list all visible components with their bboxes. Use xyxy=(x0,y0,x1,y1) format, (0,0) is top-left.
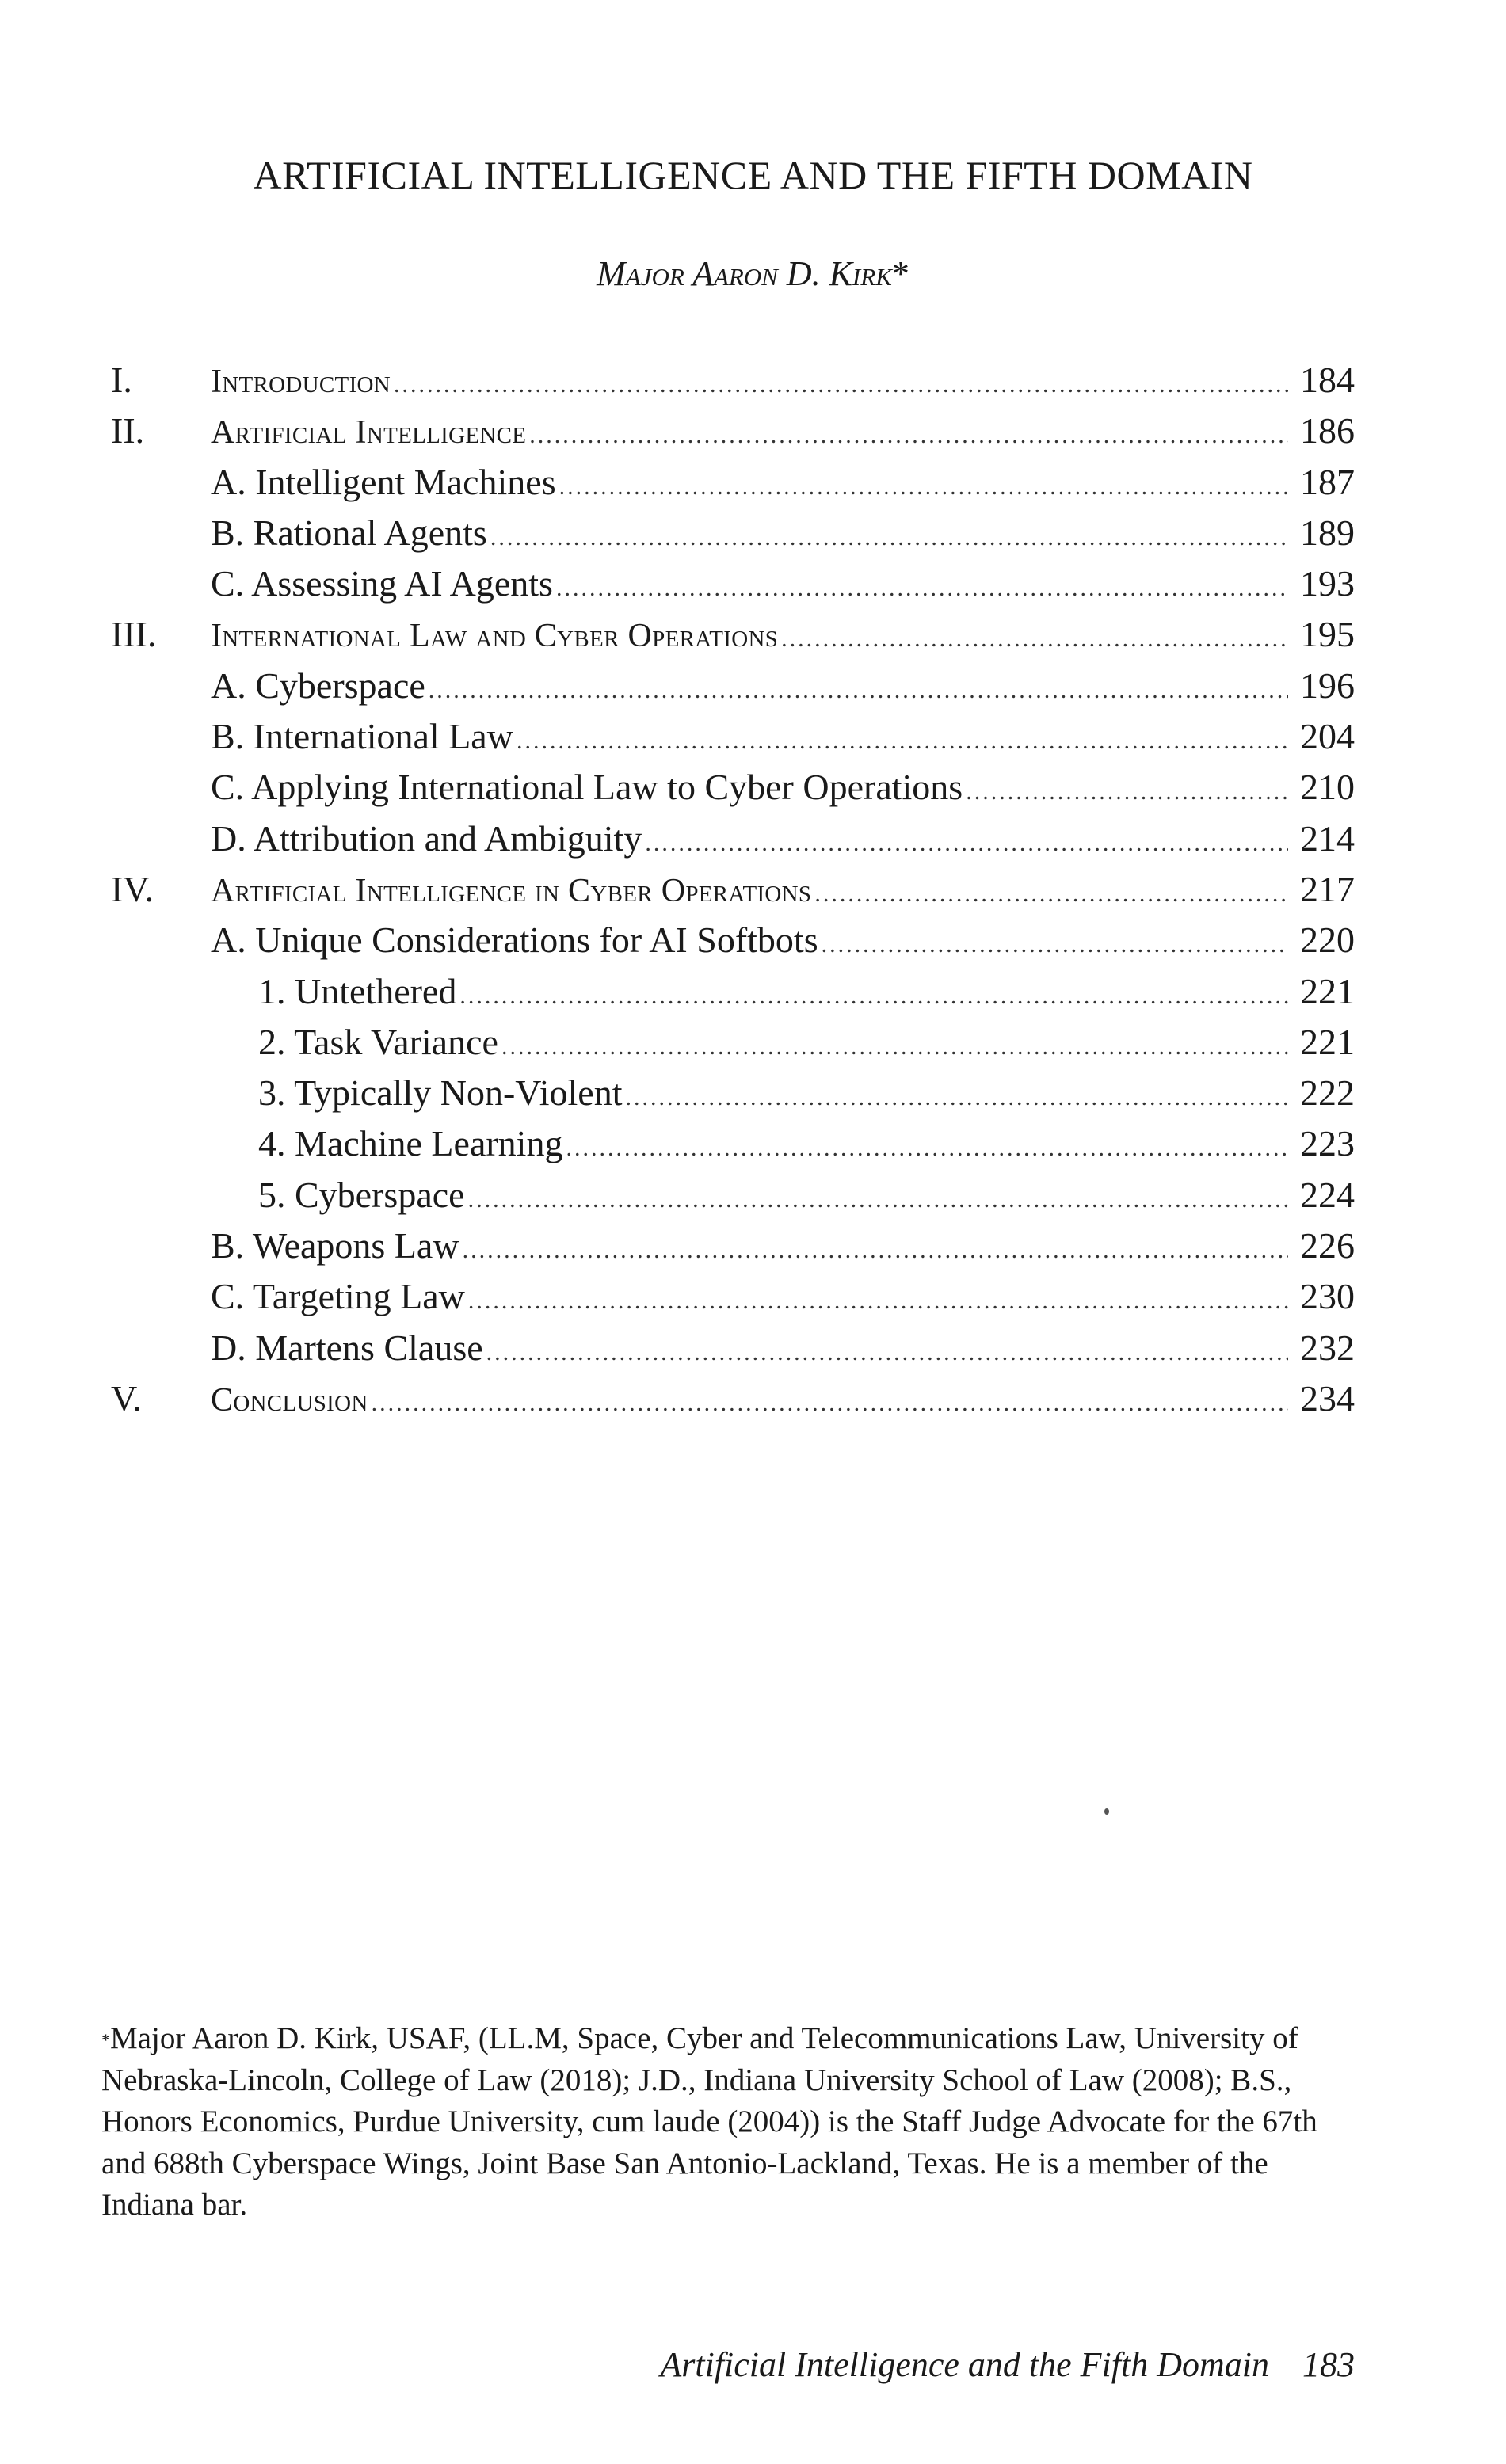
toc-page-number: 222 xyxy=(1300,1072,1355,1114)
scan-speck xyxy=(1104,1808,1109,1815)
toc-entry-body xyxy=(111,406,1355,461)
toc-entry-body xyxy=(111,1017,1355,1072)
toc-entry-body xyxy=(111,864,1355,920)
toc-page-number: 189 xyxy=(1300,512,1355,553)
toc-entry xyxy=(111,406,1355,456)
toc-heading: C. Assessing AI Agents xyxy=(211,563,553,604)
toc-page-number: 217 xyxy=(1300,868,1355,909)
toc-section-number: V. xyxy=(111,1377,142,1419)
author-footnote-mark: * xyxy=(891,254,909,293)
toc-entry xyxy=(111,1221,1355,1271)
toc-dot-leader xyxy=(463,1225,1288,1276)
toc-heading: C. Targeting Law xyxy=(211,1276,465,1317)
toc-entry xyxy=(111,966,1355,1017)
toc-heading: 2. Task Variance xyxy=(258,1021,498,1062)
table-of-contents xyxy=(111,355,1355,1424)
toc-heading: International Law and Cyber Operations xyxy=(211,618,779,655)
toc-dot-leader xyxy=(556,563,1288,614)
toc-page-number: 223 xyxy=(1300,1123,1355,1164)
toc-dot-leader xyxy=(966,767,1288,817)
toc-entry xyxy=(111,1017,1355,1068)
toc-section-number: III. xyxy=(111,614,157,655)
toc-entry xyxy=(111,1068,1355,1118)
toc-section-number: I. xyxy=(111,360,132,400)
toc-entry xyxy=(111,762,1355,813)
toc-entry-body xyxy=(111,1118,1355,1174)
toc-dot-leader xyxy=(559,462,1288,512)
toc-heading: 5. Cyberspace xyxy=(258,1174,465,1215)
toc-entry-body xyxy=(111,355,1355,410)
toc-dot-leader xyxy=(468,1276,1288,1327)
running-title: Artificial Intelligence and the Fifth Domain xyxy=(660,2345,1269,2384)
toc-heading: D. Martens Clause xyxy=(211,1327,483,1368)
toc-entry xyxy=(111,813,1355,864)
toc-heading: D. Attribution and Ambiguity xyxy=(211,817,642,859)
toc-entry-body xyxy=(111,1221,1355,1276)
toc-dot-leader xyxy=(501,1022,1288,1072)
toc-heading: 3. Typically Non-Violent xyxy=(258,1072,623,1114)
toc-page-number: 195 xyxy=(1300,614,1355,655)
toc-section-number: IV. xyxy=(111,868,154,909)
toc-page-number: 234 xyxy=(1300,1377,1355,1419)
toc-entry-body xyxy=(111,1271,1355,1327)
toc-page-number: 232 xyxy=(1300,1327,1355,1368)
toc-page-number: 221 xyxy=(1300,970,1355,1011)
toc-entry xyxy=(111,1323,1355,1373)
toc-dot-leader xyxy=(372,1378,1288,1429)
toc-heading: B. Rational Agents xyxy=(211,512,487,553)
toc-entry-body xyxy=(111,966,1355,1022)
toc-heading: C. Applying International Law to Cyber Operations xyxy=(211,767,963,808)
toc-entry xyxy=(111,457,1355,508)
toc-page-number: 226 xyxy=(1300,1225,1355,1266)
author-name: Major Aaron D. Kirk xyxy=(597,254,892,293)
toc-page-number: 204 xyxy=(1300,716,1355,757)
toc-page-number: 193 xyxy=(1300,563,1355,604)
page-number: 183 xyxy=(1302,2345,1355,2384)
toc-page-number: 230 xyxy=(1300,1276,1355,1317)
toc-entry-body xyxy=(111,1068,1355,1123)
author-footnote xyxy=(101,2018,1337,2226)
toc-dot-leader xyxy=(490,512,1288,563)
toc-entry xyxy=(111,915,1355,965)
toc-heading: 4. Machine Learning xyxy=(258,1123,563,1164)
toc-dot-leader xyxy=(394,360,1288,410)
toc-page-number: 224 xyxy=(1300,1174,1355,1215)
toc-entry-body xyxy=(111,1373,1355,1429)
toc-entry xyxy=(111,711,1355,762)
toc-page-number: 186 xyxy=(1300,410,1355,451)
toc-heading: A. Intelligent Machines xyxy=(211,461,556,502)
toc-entry xyxy=(111,1373,1355,1424)
toc-heading: B. Weapons Law xyxy=(211,1225,459,1266)
toc-dot-leader xyxy=(459,971,1288,1022)
toc-heading: 1. Untethered xyxy=(258,970,457,1011)
author-line xyxy=(0,253,1506,294)
toc-dot-leader xyxy=(517,716,1288,767)
toc-entry xyxy=(111,355,1355,406)
toc-entry-body xyxy=(111,457,1355,512)
toc-entry-body xyxy=(111,1323,1355,1378)
toc-entry-body xyxy=(111,762,1355,817)
toc-entry xyxy=(111,864,1355,915)
article-title: ARTIFICIAL INTELLIGENCE AND THE FIFTH DOMAIN xyxy=(253,153,1253,197)
toc-entry-body xyxy=(111,1170,1355,1225)
toc-entry xyxy=(111,1170,1355,1221)
toc-page-number: 184 xyxy=(1300,360,1355,400)
toc-entry xyxy=(111,558,1355,609)
toc-dot-leader xyxy=(529,410,1288,461)
toc-dot-leader xyxy=(781,614,1288,665)
toc-page-number: 221 xyxy=(1300,1021,1355,1062)
toc-entry-body xyxy=(111,558,1355,614)
toc-page-number: 196 xyxy=(1300,665,1355,706)
toc-dot-leader xyxy=(486,1327,1288,1378)
toc-heading: A. Cyberspace xyxy=(211,665,425,706)
toc-page-number: 220 xyxy=(1300,920,1355,961)
toc-entry-body xyxy=(111,915,1355,970)
toc-dot-leader xyxy=(429,665,1288,716)
toc-entry xyxy=(111,609,1355,660)
toc-dot-leader xyxy=(566,1123,1288,1174)
toc-page-number: 187 xyxy=(1300,461,1355,502)
toc-entry xyxy=(111,1271,1355,1322)
toc-dot-leader xyxy=(822,920,1288,970)
toc-page-number: 214 xyxy=(1300,817,1355,859)
toc-dot-leader xyxy=(645,818,1288,869)
toc-entry xyxy=(111,661,1355,711)
toc-heading: Introduction xyxy=(211,364,391,400)
toc-dot-leader xyxy=(814,869,1288,920)
toc-entry xyxy=(111,508,1355,558)
toc-entry-body xyxy=(111,711,1355,767)
footnote-text: Major Aaron D. Kirk, USAF, (LL.M, Space, Cyber and Telecommunications Law, University of Nebraska-Lincoln, College of Law (2018); J.D., Indiana University School of Law (2008); B.S., Honors Economics, Purdue University, cum laude (2004)) is the Staff Judge Advocate for the 67th and 688th Cyberspace Wings, Joint Base San Antonio-Lackland, Texas. He is a member of the Indiana bar. xyxy=(101,2021,1317,2222)
toc-section-number: II. xyxy=(111,410,145,451)
footnote-mark: * xyxy=(101,2030,110,2050)
toc-entry-body xyxy=(111,609,1355,665)
toc-heading: Artificial Intelligence xyxy=(211,414,527,451)
toc-entry-body xyxy=(111,813,1355,869)
toc-entry-body xyxy=(111,661,1355,716)
toc-heading: Conclusion xyxy=(211,1381,368,1419)
toc-dot-leader xyxy=(625,1072,1288,1123)
toc-page-number: 210 xyxy=(1300,767,1355,808)
toc-heading: A. Unique Considerations for AI Softbots xyxy=(211,920,818,961)
toc-entry xyxy=(111,1118,1355,1169)
toc-dot-leader xyxy=(468,1175,1288,1225)
toc-heading: Artificial Intelligence in Cyber Operations xyxy=(211,872,812,909)
toc-heading: B. International Law xyxy=(211,716,513,757)
running-footer xyxy=(555,2344,1355,2385)
toc-entry-body xyxy=(111,508,1355,563)
